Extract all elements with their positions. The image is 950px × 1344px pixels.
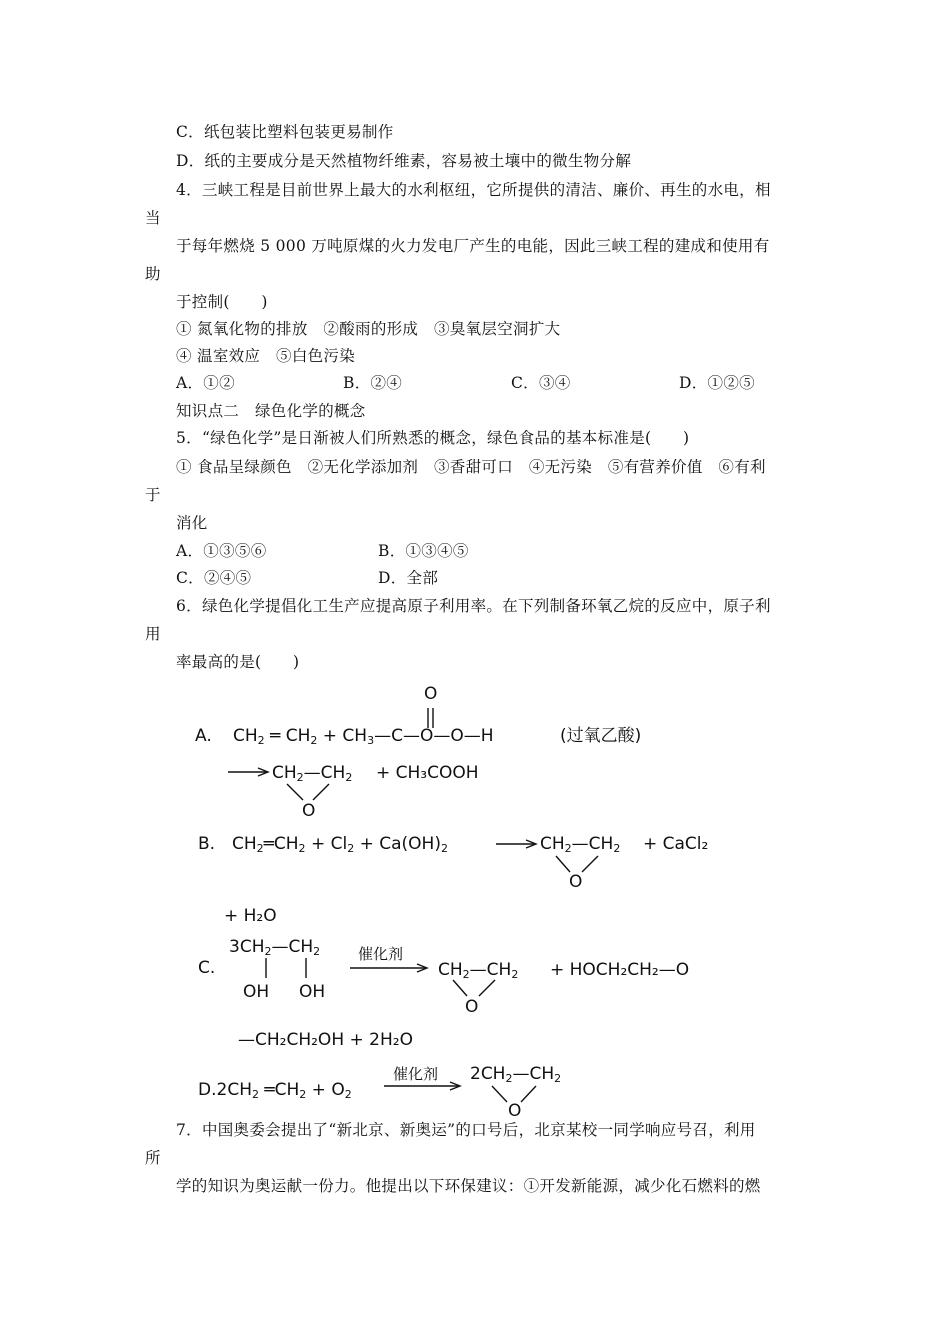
q4-option-b: B．②④ [343,374,403,392]
reaction-b-water: + H₂O [224,906,277,926]
q4-items-2: ④ 温室效应 ⑤白色污染 [176,347,356,365]
q5-option-c: C．②④⑤ [176,569,252,587]
q4-option-a: A．①② [176,374,235,392]
q4-option-c: C．③④ [511,374,571,392]
reaction-c-oh-1: OH [243,982,270,1002]
reaction-b-epoxide: $CH_2—CH_2$ [540,834,621,855]
reaction-c-label: C. [198,958,216,978]
reaction-b-label: B. [198,834,216,854]
q4-stem-3: 于控制( ) [176,293,268,311]
reaction-c-epoxide-o: O [465,997,479,1017]
q7-stem-2: 学的知识为奥运献一份力。他提出以下环保建议：①开发新能源，减少化石燃料的燃 [176,1177,761,1195]
reaction-c-catalyst: 催化剂 [358,945,404,963]
reaction-a-reactants: $CH_2$ ═ $CH_2$ + $CH_3—C—O—O—H$ [233,726,494,747]
q4-stem-2: 于每年燃烧 5 000 万吨原煤的火力发电厂产生的电能，因此三峡工程的建成和使用有 [176,237,770,255]
reaction-a-epoxide: $CH_2—CH_2$ [272,763,353,784]
section-heading: 知识点二 绿色化学的概念 [176,402,366,420]
q6-wrap: 用 [145,625,161,643]
reaction-a-label: A. [195,726,212,746]
q5-option-b: B．①③④⑤ [378,542,469,560]
reaction-b-reactants: $CH_2═CH_2 + Cl_2 + Ca(OH)_2$ [232,834,448,855]
q5-items: ① 食品呈绿颜色 ②无化学添加剂 ③香甜可口 ④无污染 ⑤有营养价值 ⑥有利 [176,458,766,476]
q4-wrap-2: 助 [145,265,161,283]
q5-option-d: D．全部 [378,569,439,587]
reaction-c-reactant: $3CH_2—CH_2$ [229,937,321,958]
reaction-d-catalyst: 催化剂 [393,1065,439,1083]
reaction-c-continuation: —CH₂CH₂OH + 2H₂O [238,1030,413,1050]
reaction-d-coefficient: 2 [216,1080,228,1100]
q4-stem: 4．三峡工程是目前世界上最大的水利枢纽，它所提供的清洁、廉价、再生的水电，相 [176,181,771,199]
q6-stem-2: 率最高的是( ) [176,653,300,671]
q3-option-c: C．纸包装比塑料包装更易制作 [176,123,394,141]
q7-wrap: 所 [145,1149,161,1167]
q6-stem: 6．绿色化学提倡化工生产应提高原子利用率。在下列制备环氧乙烷的反应中，原子利 [176,597,771,615]
q4-items-1: ① 氮氧化物的排放 ②酸雨的形成 ③臭氧层空洞扩大 [176,320,561,338]
q4-wrap-1: 当 [145,209,161,227]
reaction-c-coefficient: 3 [229,937,240,957]
q5-wrap: 于 [145,486,161,504]
reaction-a-epoxide-o: O [302,801,316,821]
reaction-a-byproduct: + CH₃COOH [376,763,479,783]
reaction-c-byproduct: + HOCH₂CH₂—O [550,960,690,980]
q3-option-d: D．纸的主要成分是天然植物纤维素，容易被土壤中的微生物分解 [176,152,632,170]
reaction-c-oh-2: OH [299,982,326,1002]
reaction-d-epoxide: $2CH_2—CH_2$ [470,1064,562,1085]
reaction-a-carbonyl-o: O [424,684,438,704]
reaction-b-epoxide-o: O [569,872,583,892]
q5-stem: 5．“绿色化学”是日渐被人们所熟悉的概念，绿色食品的基本标准是( ) [176,429,690,447]
q4-option-d: D．①②⑤ [679,374,755,392]
reaction-c-epoxide: $CH_2—CH_2$ [438,960,519,981]
reaction-a-note: (过氧乙酸) [560,726,642,746]
reaction-d-reactants: $D.2CH_2$ $═CH_2 + O_2$ [198,1080,352,1101]
q5-items-2: 消化 [176,514,208,532]
q5-option-a: A．①③⑤⑥ [176,542,267,560]
reaction-b-byproduct: + CaCl₂ [643,834,709,854]
reaction-d-epoxide-o: O [508,1101,522,1121]
q7-stem: 7．中国奥委会提出了“新北京、新奥运”的口号后，北京某校一同学响应号召，利用 [176,1121,756,1139]
